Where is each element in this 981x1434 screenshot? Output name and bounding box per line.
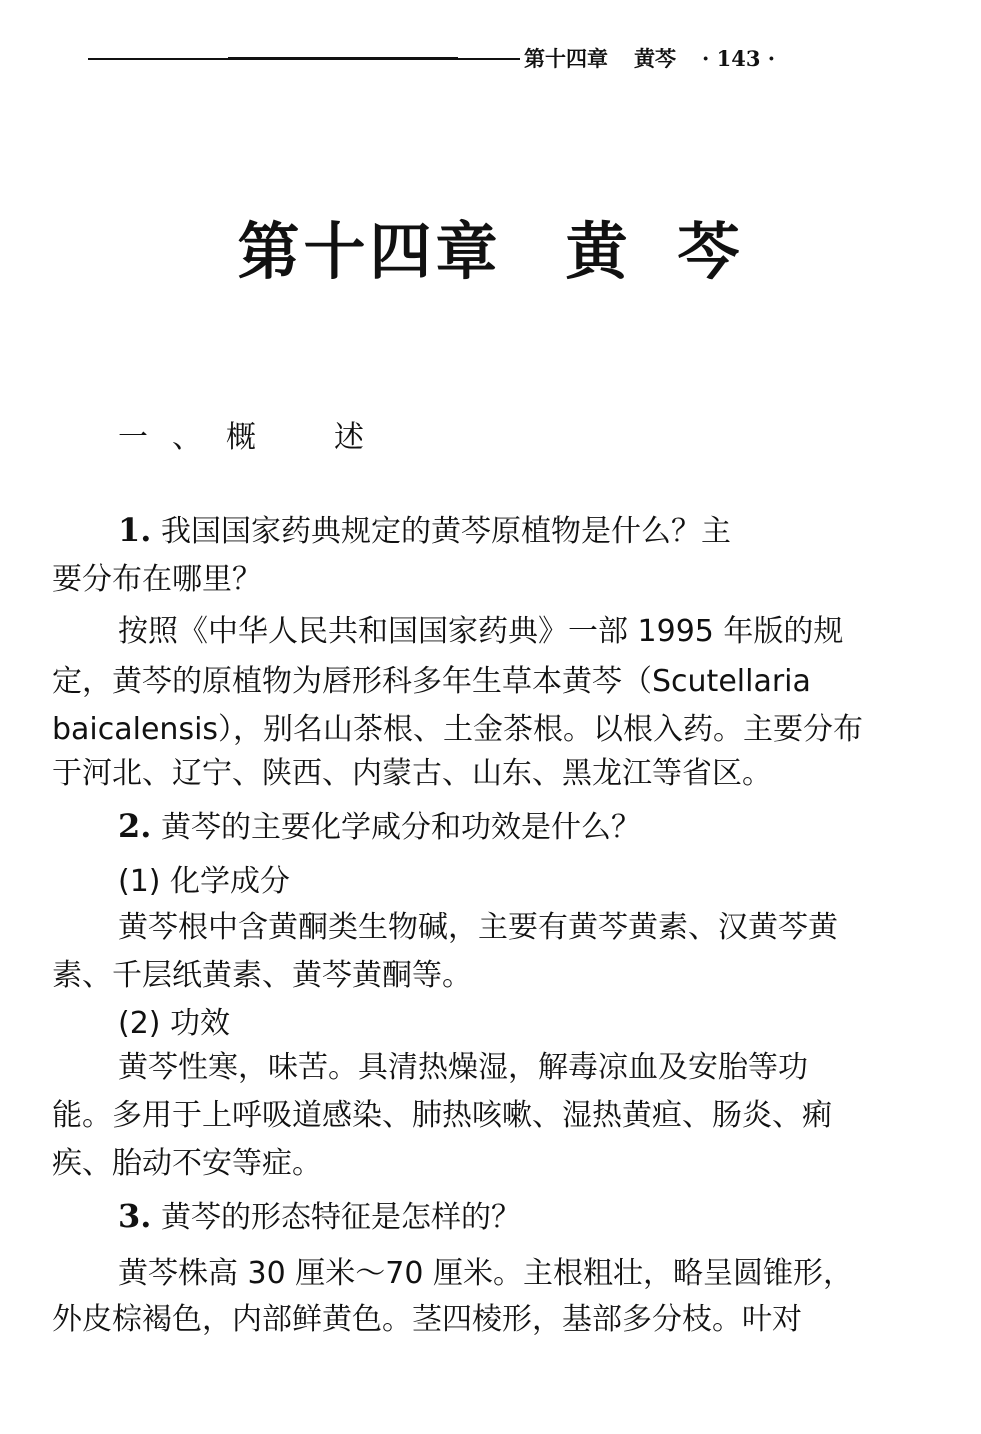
chapter-title-number: 第十四章 <box>237 215 502 288</box>
answer-1-line-1: 按照《中华人民共和国国家药典》一部 1995 年版的规 <box>118 614 844 649</box>
page-number: · 143 · <box>702 46 776 71</box>
question-1-line-2: 要分布在哪里？ <box>52 562 262 597</box>
chapter-title <box>0 212 981 292</box>
effects-line-2: 能。多用于上呼吸道感染、肺热咳嗽、湿热黄疸、肠炎、痢 <box>52 1098 832 1133</box>
running-header <box>88 44 848 74</box>
header-subject: 黄芩 <box>634 46 676 71</box>
question-3: 3. 黄芩的形态特征是怎样的？ <box>118 1197 521 1235</box>
answer-1-line-2: 定，黄芩的原植物为唇形科多年生草本黄芩（Scutellaria <box>52 664 811 699</box>
answer-3-line-2: 外皮棕褐色，内部鲜黄色。茎四棱形，基部多分枝。叶对 <box>52 1302 802 1337</box>
question-3-number: 3. <box>118 1197 152 1235</box>
answer-1-line-3: baicalensis），别名山茶根、土金茶根。以根入药。主要分布 <box>52 712 864 747</box>
answer-3-line-1: 黄芩株高 30 厘米～70 厘米。主根粗壮，略呈圆锥形， <box>118 1256 853 1291</box>
subheading-chemistry: (1) 化学成分 <box>118 864 291 899</box>
effects-line-3: 疾、胎动不安等症。 <box>52 1146 322 1181</box>
question-1-line-1: 1. 我国国家药典规定的黄芩原植物是什么？主 <box>118 511 731 549</box>
header-text <box>524 44 775 74</box>
answer-1-line-4: 于河北、辽宁、陕西、内蒙古、山东、黑龙江等省区。 <box>52 756 772 791</box>
section-heading: 一、概 述 <box>118 420 388 455</box>
header-rule-bold <box>228 57 458 60</box>
chapter-title-name-1: 黄 <box>565 215 632 288</box>
question-2-number: 2. <box>118 807 152 845</box>
question-1-number: 1. <box>118 511 152 549</box>
chapter-title-name-2: 芩 <box>677 215 744 288</box>
header-chapter: 第十四章 <box>524 46 608 71</box>
subheading-effects: (2) 功效 <box>118 1006 231 1041</box>
question-2: 2. 黄芩的主要化学咸分和功效是什么？ <box>118 807 641 845</box>
chemistry-line-1: 黄芩根中含黄酮类生物碱，主要有黄芩黄素、汉黄芩黄 <box>118 910 838 945</box>
effects-line-1: 黄芩性寒，味苦。具清热燥湿，解毒凉血及安胎等功 <box>118 1050 808 1085</box>
chemistry-line-2: 素、千层纸黄素、黄芩黄酮等。 <box>52 958 472 993</box>
